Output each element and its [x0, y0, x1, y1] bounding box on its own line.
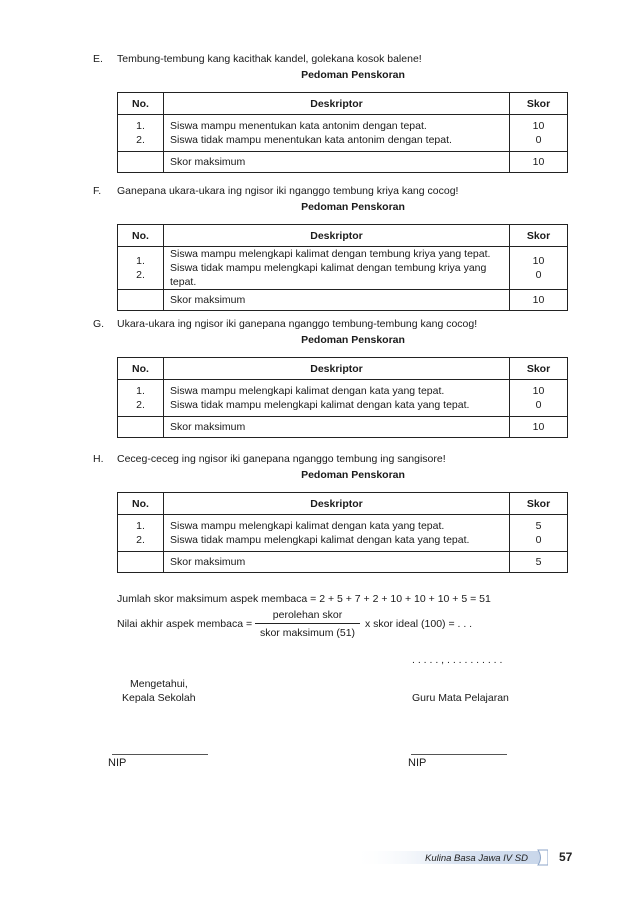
header-no: No.: [118, 358, 164, 380]
header-skor: Skor: [510, 225, 568, 247]
score-value: 10: [532, 385, 545, 397]
left-signature-line: [112, 754, 208, 755]
table-row: [118, 247, 568, 290]
section-letter: H.: [93, 453, 104, 465]
score-value: 0: [535, 399, 542, 411]
item-number: 1.: [136, 385, 145, 397]
item-number: 1.: [136, 120, 145, 132]
item-numbers: [118, 380, 164, 417]
left-nip-label: NIP: [108, 757, 127, 769]
header-descriptor: Deskriptor: [164, 225, 510, 247]
header-skor: Skor: [510, 358, 568, 380]
item-number: 2.: [136, 134, 145, 146]
section-letter: F.: [93, 185, 102, 197]
header-skor: Skor: [510, 93, 568, 115]
descriptor-text: Siswa tidak mampu melengkapi kalimat dengan tembung kriya yang tepat.: [170, 262, 487, 288]
max-score-label: Skor maksimum: [164, 552, 510, 573]
empty-cell: [118, 417, 164, 438]
max-score-value: 5: [510, 552, 568, 573]
nilai-label: Nilai akhir aspek membaca =: [117, 618, 253, 630]
header-no: No.: [118, 493, 164, 515]
empty-cell: [118, 152, 164, 173]
table-row: [118, 515, 568, 552]
score-value: 10: [532, 120, 545, 132]
right-nip-label: NIP: [408, 757, 427, 769]
table-header-row: [118, 493, 568, 515]
item-number: 2.: [136, 269, 145, 281]
fraction-numerator: perolehan skor: [255, 609, 360, 624]
descriptor-text: Siswa tidak mampu melengkapi kalimat dengan kata yang tepat.: [170, 534, 470, 546]
scoring-table: [117, 357, 568, 438]
header-descriptor: Deskriptor: [164, 358, 510, 380]
max-score-label: Skor maksimum: [164, 152, 510, 173]
descriptor-text: Siswa mampu melengkapi kalimat dengan kata yang tepat.: [170, 385, 445, 397]
section-subtitle: Pedoman Penskoran: [301, 469, 405, 481]
descriptor-text: Siswa tidak mampu melengkapi kalimat dengan kata yang tepat.: [170, 399, 470, 411]
book-title: Kulina Basa Jawa IV SD: [425, 853, 528, 864]
page-number: 57: [559, 850, 573, 864]
score-fraction: [255, 609, 360, 639]
section-instruction: Tembung-tembung kang kacithak kandel, golekana kosok balene!: [117, 53, 422, 65]
guru-mapel-label: Guru Mata Pelajaran: [412, 692, 509, 704]
table-row: [118, 115, 568, 152]
descriptor-text: Siswa mampu menentukan kata antonim dengan tepat.: [170, 120, 427, 132]
max-score-value: 10: [510, 417, 568, 438]
place-date-placeholder: . . . . . , . . . . . . . . . .: [412, 654, 503, 666]
max-score-row: [118, 417, 568, 438]
item-numbers: [118, 115, 164, 152]
item-number: 1.: [136, 255, 145, 267]
item-number: 1.: [136, 520, 145, 532]
score-value: 0: [535, 534, 542, 546]
section-subtitle: Pedoman Penskoran: [301, 69, 405, 81]
section-instruction: Ganepana ukara-ukara ing ngisor iki nganggo tembung kriya kang cocog!: [117, 185, 459, 197]
item-number: 2.: [136, 399, 145, 411]
item-descriptors: [164, 515, 510, 552]
fraction-multiplier: x skor ideal (100) = . . .: [365, 618, 473, 630]
table-header-row: [118, 225, 568, 247]
scoring-table: [117, 492, 568, 573]
section-subtitle: Pedoman Penskoran: [301, 201, 405, 213]
total-score-line: Jumlah skor maksimum aspek membaca = 2 + 5 + 7 + 2 + 10 + 10 + 10 + 5 = 51: [117, 593, 491, 605]
empty-cell: [118, 552, 164, 573]
max-score-row: [118, 552, 568, 573]
empty-cell: [118, 290, 164, 311]
table-header-row: [118, 358, 568, 380]
section-letter: G.: [93, 318, 105, 330]
section-letter: E.: [93, 53, 103, 65]
fraction-denominator: skor maksimum (51): [259, 627, 356, 639]
max-score-label: Skor maksimum: [164, 417, 510, 438]
item-descriptors: [164, 247, 510, 290]
table-header-row: [118, 93, 568, 115]
right-signature-line: [411, 754, 507, 755]
item-descriptors: [164, 380, 510, 417]
descriptor-text: Siswa mampu melengkapi kalimat dengan tembung kriya yang tepat.: [170, 248, 491, 260]
table-row: [118, 380, 568, 417]
item-numbers: [118, 247, 164, 290]
max-score-value: 10: [510, 290, 568, 311]
item-scores: [510, 515, 568, 552]
scoring-table: [117, 92, 568, 173]
header-no: No.: [118, 93, 164, 115]
max-score-row: [118, 290, 568, 311]
section-subtitle: Pedoman Penskoran: [301, 334, 405, 346]
score-value: 0: [535, 269, 542, 281]
header-descriptor: Deskriptor: [164, 493, 510, 515]
item-number: 2.: [136, 534, 145, 546]
max-score-row: [118, 152, 568, 173]
item-scores: [510, 380, 568, 417]
kepala-sekolah-label: Kepala Sekolah: [122, 692, 196, 704]
header-no: No.: [118, 225, 164, 247]
header-descriptor: Deskriptor: [164, 93, 510, 115]
section-instruction: Ceceg-ceceg ing ngisor iki ganepana nganggo tembung ing sangisore!: [117, 453, 446, 465]
score-value: 0: [535, 134, 542, 146]
header-skor: Skor: [510, 493, 568, 515]
descriptor-text: Siswa mampu melengkapi kalimat dengan kata yang tepat.: [170, 520, 445, 532]
score-value: 5: [535, 520, 542, 532]
scoring-table: [117, 224, 568, 311]
item-scores: [510, 247, 568, 290]
score-value: 10: [532, 255, 545, 267]
mengetahui-label: Mengetahui,: [130, 678, 188, 690]
item-scores: [510, 115, 568, 152]
item-descriptors: [164, 115, 510, 152]
descriptor-text: Siswa tidak mampu menentukan kata antonim dengan tepat.: [170, 134, 452, 146]
section-instruction: Ukara-ukara ing ngisor iki ganepana nganggo tembung-tembung kang cocog!: [117, 318, 478, 330]
max-score-value: 10: [510, 152, 568, 173]
max-score-label: Skor maksimum: [164, 290, 510, 311]
item-numbers: [118, 515, 164, 552]
